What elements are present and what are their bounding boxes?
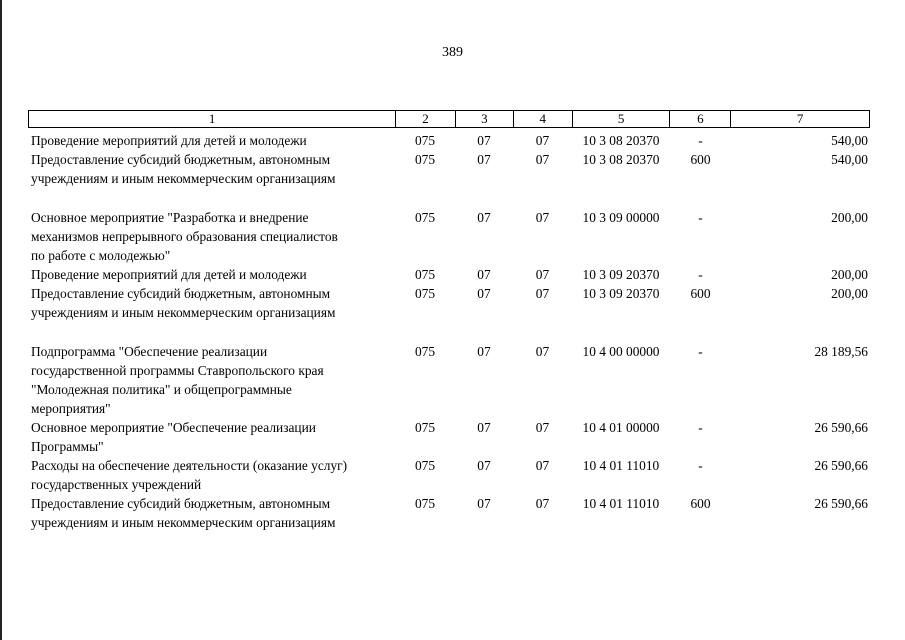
table-row <box>28 265 870 284</box>
row-col-4: 07 <box>535 133 550 148</box>
row-col-3: 07 <box>477 344 491 359</box>
table-row <box>28 342 870 418</box>
row-name <box>28 265 395 284</box>
row-name <box>28 131 395 150</box>
row-name-line: по работе с молодежью" <box>31 248 171 263</box>
row-name <box>28 456 395 494</box>
row-col-6: 600 <box>690 496 711 511</box>
table-row <box>28 131 870 150</box>
header-col-4: 4 <box>513 111 572 127</box>
header-col-2: 2 <box>395 111 455 127</box>
row-name <box>28 494 395 532</box>
row-col-7: 200,00 <box>831 210 868 225</box>
row-name-line: Предоставление субсидий бюджетным, автономным <box>31 286 331 301</box>
table-header <box>28 110 870 128</box>
row-name-line: Предоставление субсидий бюджетным, автономным <box>31 496 331 511</box>
row-col-4: 07 <box>535 344 550 359</box>
header-col-6: 6 <box>669 111 730 127</box>
row-name <box>28 284 395 322</box>
row-name-line: Подпрограмма "Обеспечение реализации <box>31 344 268 359</box>
row-col-5: 10 4 01 00000 <box>582 420 660 435</box>
row-col-4: 07 <box>535 458 550 473</box>
header-col-3: 3 <box>455 111 513 127</box>
row-col-7: 200,00 <box>831 267 868 282</box>
row-col-5: 10 4 01 11010 <box>582 458 660 473</box>
row-col-6: - <box>698 420 703 435</box>
row-col-4: 07 <box>535 210 550 225</box>
row-col-7: 26 590,66 <box>814 458 868 473</box>
table-row <box>28 150 870 188</box>
row-col-7: 28 189,56 <box>814 344 868 359</box>
row-name-line: учреждениям и иным некоммерческим организациям <box>31 305 336 320</box>
table-row <box>28 418 870 456</box>
row-col-5: 10 3 08 20370 <box>582 152 660 167</box>
row-col-6: - <box>698 344 703 359</box>
row-col-7: 26 590,66 <box>814 420 868 435</box>
row-col-2: 075 <box>414 133 436 148</box>
row-col-5: 10 3 09 00000 <box>582 210 660 225</box>
row-name <box>28 150 395 188</box>
table-row <box>28 208 870 265</box>
row-col-2: 075 <box>414 152 436 167</box>
row-col-5: 10 4 00 00000 <box>582 344 660 359</box>
row-col-6: 600 <box>690 152 711 167</box>
row-name-line: Программы" <box>31 439 104 454</box>
row-col-2: 075 <box>414 210 436 225</box>
row-col-7: 200,00 <box>831 286 868 301</box>
row-col-6: - <box>698 210 703 225</box>
row-name-line: Основное мероприятие "Разработка и внедрение <box>31 210 309 225</box>
row-col-7: 540,00 <box>831 133 868 148</box>
table-row <box>28 284 870 322</box>
row-col-2: 075 <box>414 458 436 473</box>
row-col-4: 07 <box>535 152 550 167</box>
row-name-line: механизмов непрерывного образования специалистов <box>31 229 338 244</box>
row-name <box>28 208 395 265</box>
row-name-line: государственной программы Ставропольского края <box>31 363 324 378</box>
row-col-3: 07 <box>477 458 491 473</box>
row-name-line: учреждениям и иным некоммерческим организациям <box>31 171 336 186</box>
row-col-3: 07 <box>477 133 491 148</box>
table-row <box>28 494 870 532</box>
row-col-3: 07 <box>477 267 491 282</box>
row-col-5: 10 3 09 20370 <box>582 286 660 301</box>
row-col-6: - <box>698 267 703 282</box>
page-edge <box>0 0 2 640</box>
row-col-7: 26 590,66 <box>814 496 868 511</box>
header-col-5: 5 <box>572 111 670 127</box>
row-spacer <box>28 322 870 342</box>
row-spacer <box>28 188 870 208</box>
row-name-line: мероприятия" <box>31 401 111 416</box>
row-col-6: 600 <box>690 286 711 301</box>
row-name-line: государственных учреждений <box>31 477 202 492</box>
row-name <box>28 418 395 456</box>
row-col-5: 10 4 01 11010 <box>582 496 660 511</box>
row-name-line: Проведение мероприятий для детей и молодежи <box>31 267 307 282</box>
row-col-3: 07 <box>477 496 491 511</box>
row-col-2: 075 <box>414 496 436 511</box>
row-col-5: 10 3 08 20370 <box>582 133 660 148</box>
row-name-line: Предоставление субсидий бюджетным, автономным <box>31 152 331 167</box>
row-col-3: 07 <box>477 420 491 435</box>
row-col-5: 10 3 09 20370 <box>582 267 660 282</box>
row-col-4: 07 <box>535 496 550 511</box>
table-body <box>28 131 870 532</box>
row-col-6: - <box>698 458 703 473</box>
row-col-2: 075 <box>414 267 436 282</box>
row-col-4: 07 <box>535 420 550 435</box>
row-name-line: "Молодежная политика" и общепрограммные <box>31 382 292 397</box>
row-col-3: 07 <box>477 286 491 301</box>
row-col-4: 07 <box>535 286 550 301</box>
row-col-7: 540,00 <box>831 152 868 167</box>
row-col-3: 07 <box>477 210 491 225</box>
row-name-line: учреждениям и иным некоммерческим организациям <box>31 515 336 530</box>
row-col-2: 075 <box>414 286 436 301</box>
row-name-line: Основное мероприятие "Обеспечение реализации <box>31 420 316 435</box>
row-name-line: Проведение мероприятий для детей и молодежи <box>31 133 307 148</box>
row-col-2: 075 <box>414 344 436 359</box>
row-col-4: 07 <box>535 267 550 282</box>
row-col-2: 075 <box>414 420 436 435</box>
header-col-1: 1 <box>208 111 216 126</box>
row-col-6: - <box>698 133 703 148</box>
header-col-7: 7 <box>730 111 869 127</box>
row-col-3: 07 <box>477 152 491 167</box>
table-row <box>28 456 870 494</box>
row-name <box>28 342 395 418</box>
page-number: 389 <box>442 45 463 60</box>
row-name-line: Расходы на обеспечение деятельности (оказание услуг) <box>31 458 348 473</box>
